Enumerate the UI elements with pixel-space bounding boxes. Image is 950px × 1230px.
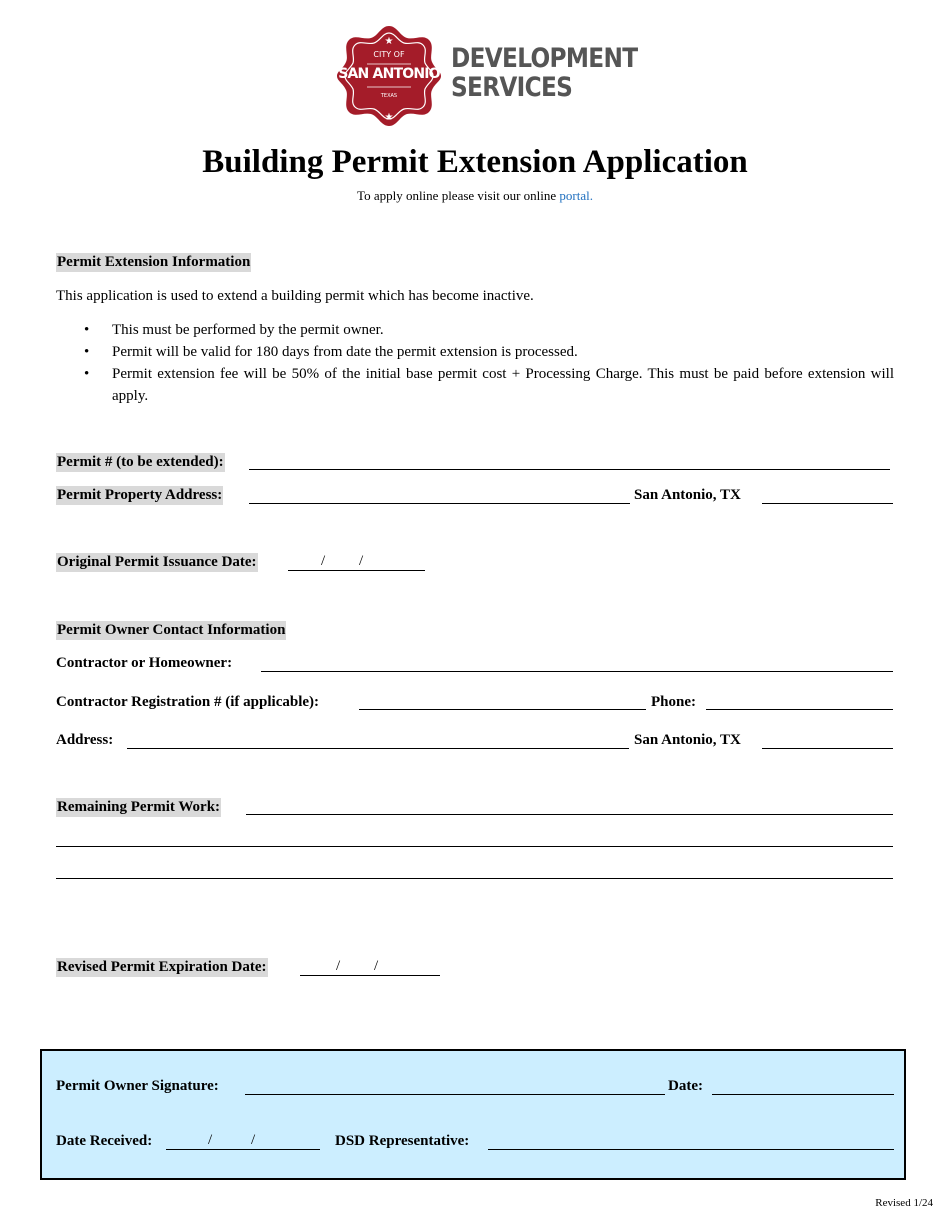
remaining-work-field-2[interactable] (56, 846, 893, 847)
date-separator: / (374, 958, 379, 974)
property-zip-field[interactable] (762, 503, 893, 504)
dsd-representative-label: DSD Representative: (335, 1133, 470, 1149)
property-address-field[interactable] (249, 503, 630, 504)
section-heading-owner-contact: Permit Owner Contact Information (57, 622, 286, 638)
signature-date-field[interactable] (712, 1094, 894, 1095)
seal-san-antonio: SAN ANTONIO (338, 66, 440, 82)
city-state-label-2: San Antonio, TX (634, 732, 741, 748)
issuance-date-label: Original Permit Issuance Date: (57, 554, 257, 570)
revised-expiration-label: Revised Permit Expiration Date: (57, 959, 267, 975)
logo-line-1: DEVELOPMENT (451, 43, 638, 74)
section-heading-extension-info: Permit Extension Information (57, 254, 251, 270)
owner-signature-label: Permit Owner Signature: (56, 1078, 219, 1094)
issuance-date-field[interactable] (288, 570, 425, 571)
list-item: • Permit will be valid for 180 days from date the permit extension is processed. (84, 341, 894, 363)
property-address-label: Permit Property Address: (57, 487, 223, 503)
owner-address-label: Address: (56, 732, 114, 748)
page-title: Building Permit Extension Application (202, 144, 748, 180)
signature-box (40, 1049, 906, 1180)
remaining-work-label: Remaining Permit Work: (57, 799, 221, 815)
logo-line-2: SERVICES (451, 72, 573, 103)
intro-text: This application is used to extend a building permit which has become inactive. (56, 288, 534, 304)
registration-field[interactable] (359, 709, 646, 710)
date-separator: / (321, 553, 326, 569)
permit-number-field[interactable] (249, 469, 890, 470)
remaining-work-field-3[interactable] (56, 878, 893, 879)
remaining-work-field-1[interactable] (246, 814, 893, 815)
registration-label: Contractor Registration # (if applicable): (56, 694, 320, 710)
signature-date-label: Date: (668, 1078, 703, 1094)
dsd-representative-field[interactable] (488, 1149, 894, 1150)
owner-signature-field[interactable] (245, 1094, 665, 1095)
date-separator: / (208, 1132, 213, 1148)
owner-address-field[interactable] (127, 748, 629, 749)
list-item: • Permit extension fee will be 50% of the initial base permit cost + Processing Charge. This must be paid before extension will apply. (84, 363, 894, 407)
seal-texas: TEXAS (380, 93, 398, 99)
portal-link[interactable]: portal. (559, 188, 593, 203)
svg-text:★: ★ (384, 112, 394, 123)
date-received-field[interactable] (166, 1149, 320, 1150)
phone-label: Phone: (651, 694, 696, 710)
owner-zip-field[interactable] (762, 748, 893, 749)
svg-text:★: ★ (384, 36, 394, 47)
subtitle-text: To apply online please visit our online (357, 188, 557, 203)
date-separator: / (251, 1132, 256, 1148)
development-services-logo (451, 44, 637, 102)
seal-city-of: CITY OF (373, 50, 405, 59)
requirements-list (84, 319, 894, 407)
date-received-label: Date Received: (56, 1133, 153, 1149)
city-state-label-1: San Antonio, TX (634, 487, 741, 503)
revised-expiration-field[interactable] (300, 975, 440, 976)
list-item: • This must be performed by the permit owner. (84, 319, 894, 341)
contractor-field[interactable] (261, 671, 893, 672)
contractor-label: Contractor or Homeowner: (56, 655, 233, 671)
revision-note: Revised 1/24 (875, 1197, 933, 1209)
phone-field[interactable] (706, 709, 893, 710)
date-separator: / (359, 553, 364, 569)
subtitle (0, 188, 950, 204)
permit-number-label: Permit # (to be extended): (57, 454, 224, 470)
date-separator: / (336, 958, 341, 974)
